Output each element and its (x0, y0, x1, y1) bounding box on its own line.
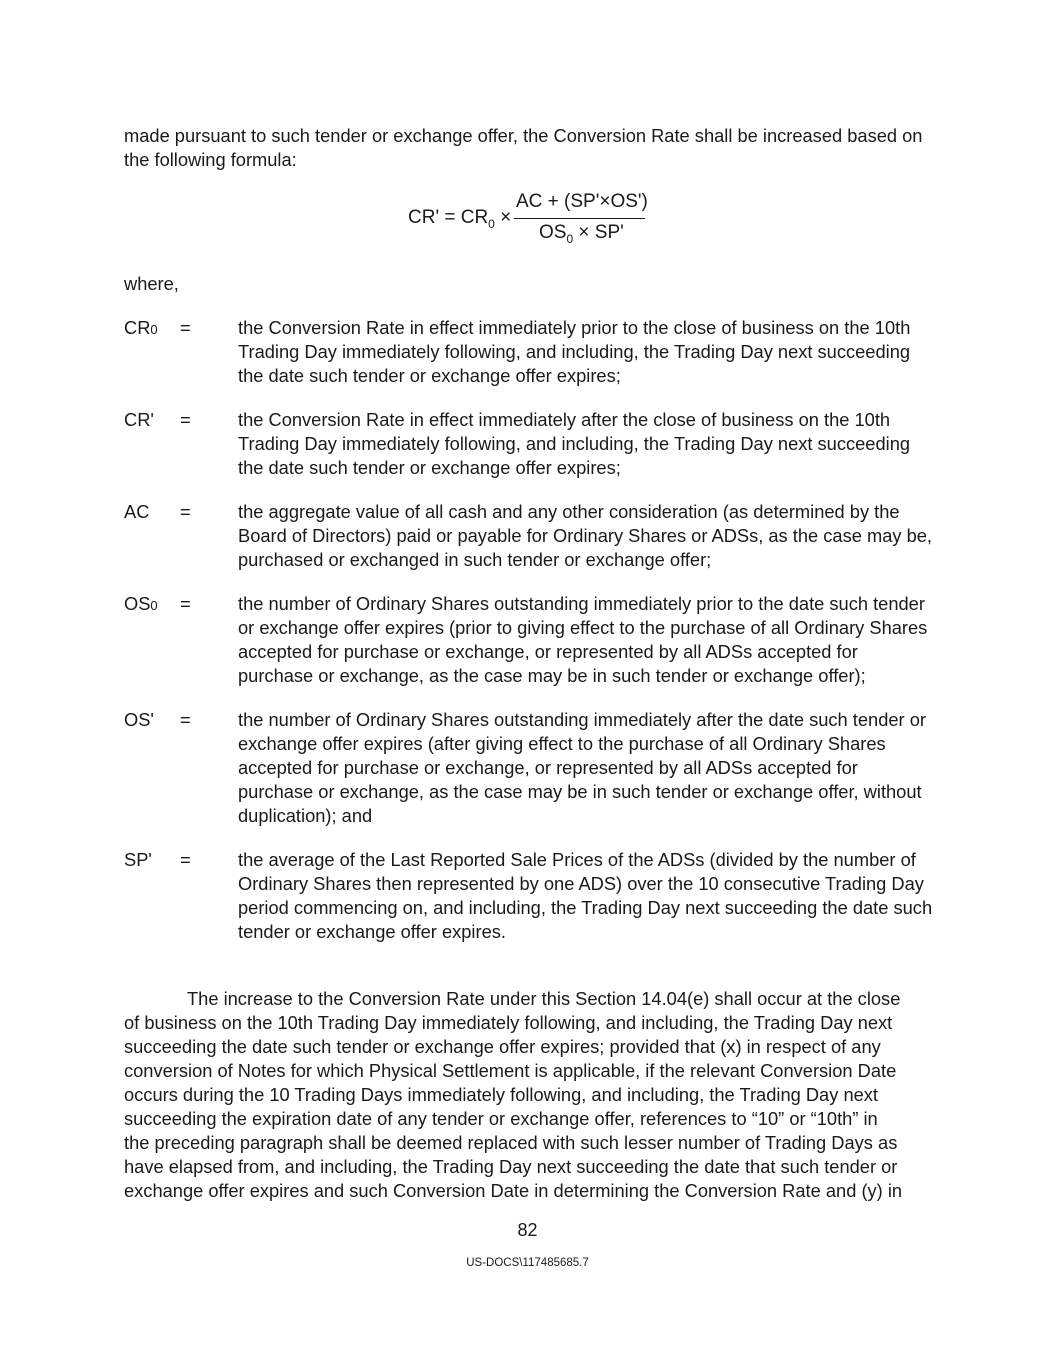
fraction-bar (514, 218, 645, 219)
definition-text: the aggregate value of all cash and any other consideration (as determined by the Board of Directors) paid or payable for Ordinary Shares or ADSs, as the case may be, purchased or exchanged in such tender or exchange offer; (238, 501, 932, 570)
definition-term: AC (124, 501, 150, 522)
conversion-rate-formula (408, 191, 668, 253)
formula-denominator-a: OS (539, 222, 567, 243)
where-label: where, (124, 273, 179, 294)
definition-text: the number of Ordinary Shares outstanding immediately after the date such tender or exchange offer expires (after giving effect to the purchase of all Ordinary Shares accepted for purchase or exchange, or represented by all ADSs accepted for purchase or exchange, as the case may be in such tender or exchange offer, without duplication); and (238, 709, 926, 826)
definition-item (124, 316, 936, 388)
definition-term: CR0 (124, 317, 158, 338)
definition-term: OS0 (124, 593, 158, 614)
definition-term: SP' (124, 849, 152, 870)
closing-paragraph (124, 987, 936, 1203)
definition-equals: = (180, 593, 191, 614)
definition-term: CR' (124, 409, 154, 430)
definitions-list (124, 316, 936, 964)
definition-text: the number of Ordinary Shares outstanding immediately prior to the date such tender or exchange offer expires (prior to giving effect to the purchase of all Ordinary Shares accepted for purchase or exchange, or represented by all ADSs accepted for purchase or exchange, as the case may be in such tender or exchange offer); (238, 593, 928, 686)
definition-item (124, 708, 936, 828)
formula-times: × (494, 207, 512, 228)
definition-equals: = (180, 317, 191, 338)
definition-equals: = (180, 849, 191, 870)
formula-denominator-b: × SP' (573, 222, 624, 243)
page-number: 82 (517, 1220, 538, 1240)
definition-term: OS' (124, 709, 154, 730)
definition-text: the Conversion Rate in effect immediately after the close of business on the 10th Trading Day immediately following, and including, the Trading Day next succeeding the date such tender or exchange offer expires; (238, 409, 911, 478)
formula-lhs-subscript: 0 (488, 217, 495, 231)
document-id: US-DOCS\117485685.7 (466, 1257, 589, 1269)
definition-equals: = (180, 501, 191, 522)
formula-numerator: AC + (SP'×OS') (516, 191, 648, 212)
definition-text: the Conversion Rate in effect immediately prior to the close of business on the 10th Trading Day immediately following, and including, the Trading Day next succeeding the date such tender or exchange offer expires; (238, 317, 911, 386)
formula-lhs-text: CR' = CR (408, 207, 489, 228)
formula-lhs (408, 207, 511, 229)
closing-text: The increase to the Conversion Rate under this Section 14.04(e) shall occur at the close of business on the 10th Trading Day immediately following, and including, the Trading Day next succeeding the date such tender or exchange offer expires; provided that (x) in respect of any conversion of Notes for which Physical Settlement is applicable, if the relevant Conversion Date occurs during the 10 Trading Days immediately following, and including, the Trading Day next succeeding the expiration date of any tender or exchange offer, references to “10” or “10th” in the preceding paragraph shall be deemed replaced with such lesser number of Trading Days as have elapsed from, and including, the Trading Day next succeeding the date that such tender or exchange offer expires and such Conversion Date in determining the Conversion Rate and (y) in (124, 988, 903, 1201)
formula-denominator-subscript: 0 (566, 232, 574, 246)
formula-denominator (539, 222, 624, 244)
intro-paragraph: made pursuant to such tender or exchange offer, the Conversion Rate shall be increased based on the following formula: (124, 125, 923, 170)
definition-item (124, 500, 936, 572)
definition-item (124, 592, 936, 688)
definition-item (124, 408, 936, 480)
definition-text: the average of the Last Reported Sale Prices of the ADSs (divided by the number of Ordinary Shares then represented by one ADS) over the 10 consecutive Trading Day period commencing on, and including, the Trading Day next succeeding the date such tender or exchange offer expires. (238, 849, 933, 942)
definition-equals: = (180, 709, 191, 730)
definition-equals: = (180, 409, 191, 430)
definition-item (124, 848, 936, 944)
